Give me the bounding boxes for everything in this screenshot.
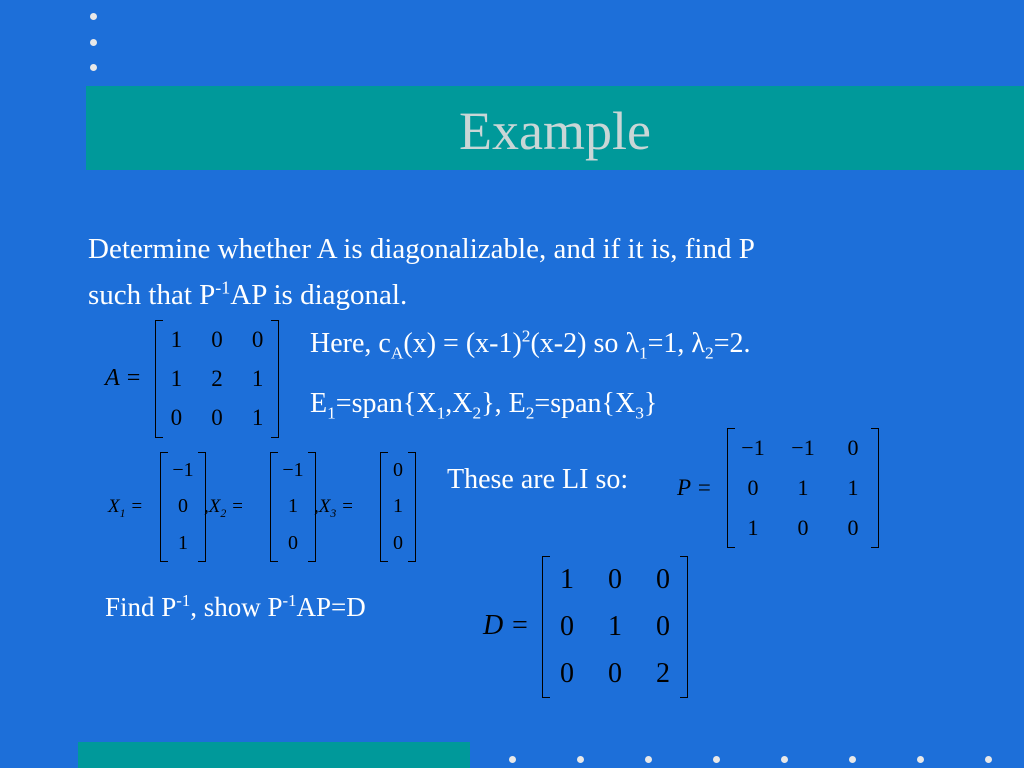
- vector-x1: [160, 452, 206, 562]
- matrix-a-cell-2-2: 1: [251, 405, 264, 431]
- matrix-a-cell-1-0: 1: [170, 365, 183, 391]
- matrix-a-cell-0-1: 0: [211, 326, 223, 352]
- intro-line-2: such that $P^{-1}AP$ is diagonal.: [88, 277, 408, 311]
- char-poly-text: Here, $c_A(x) = (x-1)^2(x-2)$ so $\lambda_1=1$, $\lambda_2=2$.: [310, 326, 751, 363]
- bottom-band: [78, 742, 470, 768]
- matrix-x2-cell-1-0: 1: [288, 495, 298, 518]
- x2-label: $,X_2$ =: [204, 496, 244, 520]
- matrix-x1-cell-2-0: 1: [178, 532, 188, 555]
- matrix-p-cell-2-1: 0: [797, 515, 809, 540]
- matrix-x2-cell-0-0: −1: [282, 458, 304, 481]
- slide-title: Example: [459, 101, 651, 161]
- matrix-d-cell-2-2: 2: [656, 658, 670, 690]
- matrix-a-cell-2-0: 0: [170, 405, 183, 431]
- matrix-p: [727, 428, 879, 548]
- matrix-x3-cell-2-0: 0: [393, 532, 403, 555]
- vector-x3: [380, 452, 416, 562]
- matrix-p-cell-0-1: −1: [791, 435, 815, 460]
- li-text: These are LI so:: [447, 464, 629, 495]
- matrix-x1-cell-1-0: 0: [178, 495, 188, 518]
- matrix-p-cell-1-0: 0: [747, 475, 759, 500]
- matrix-d-cell-0-0: 1: [560, 563, 574, 595]
- matrix-d-cell-2-1: 0: [608, 658, 622, 690]
- vector-x2: [270, 452, 316, 562]
- x1-label: $X_1$ =: [108, 496, 144, 520]
- matrix-d-cell-0-2: 0: [656, 563, 670, 595]
- intro-paragraph: [88, 226, 988, 318]
- matrix-d-cell-1-2: 0: [656, 610, 670, 642]
- x3-label: $,X_3$ =: [314, 496, 354, 520]
- matrix-p-cell-2-0: 1: [747, 515, 759, 540]
- matrix-a-cell-0-0: 1: [170, 326, 183, 352]
- matrix-a-cell-2-1: 0: [211, 405, 223, 431]
- matrix-p-cell-0-0: −1: [741, 435, 765, 460]
- intro-line-1: Determine whether A is diagonalizable, and if it is, find P: [88, 233, 755, 265]
- matrix-a-cell-1-1: 2: [211, 365, 223, 391]
- matrix-d-cell-2-0: 0: [560, 658, 574, 690]
- matrix-x3-cell-1-0: 1: [393, 495, 403, 518]
- matrix-p-cell-0-2: 0: [847, 435, 859, 460]
- matrix-x1-cell-0-0: −1: [172, 458, 194, 481]
- matrix-d: [542, 556, 688, 698]
- matrix-a: [155, 320, 279, 438]
- matrix-x2-cell-2-0: 0: [288, 532, 298, 555]
- matrix-p-cell-2-2: 0: [847, 515, 859, 540]
- matrix-d-cell-0-1: 0: [608, 563, 622, 595]
- eigenspace-text: $E_1=span\{X_1,X_2\}$, $E_2=span\{X_3\}$: [310, 388, 658, 423]
- matrix-a-cell-0-2: 0: [251, 326, 264, 352]
- matrix-p-cell-1-1: 1: [797, 475, 809, 500]
- matrix-x3-cell-0-0: 0: [393, 458, 403, 481]
- matrix-p-label: P =: [677, 475, 712, 500]
- find-text: Find $P^{-1}$, show $P^{-1}AP=D$: [105, 591, 366, 622]
- matrix-a-label: A =: [105, 365, 142, 391]
- matrix-p-cell-1-2: 1: [847, 475, 859, 500]
- matrix-d-cell-1-0: 0: [560, 610, 574, 642]
- matrix-d-cell-1-1: 1: [608, 610, 622, 642]
- matrix-d-label: D =: [483, 610, 530, 641]
- matrix-a-cell-1-2: 1: [251, 365, 264, 391]
